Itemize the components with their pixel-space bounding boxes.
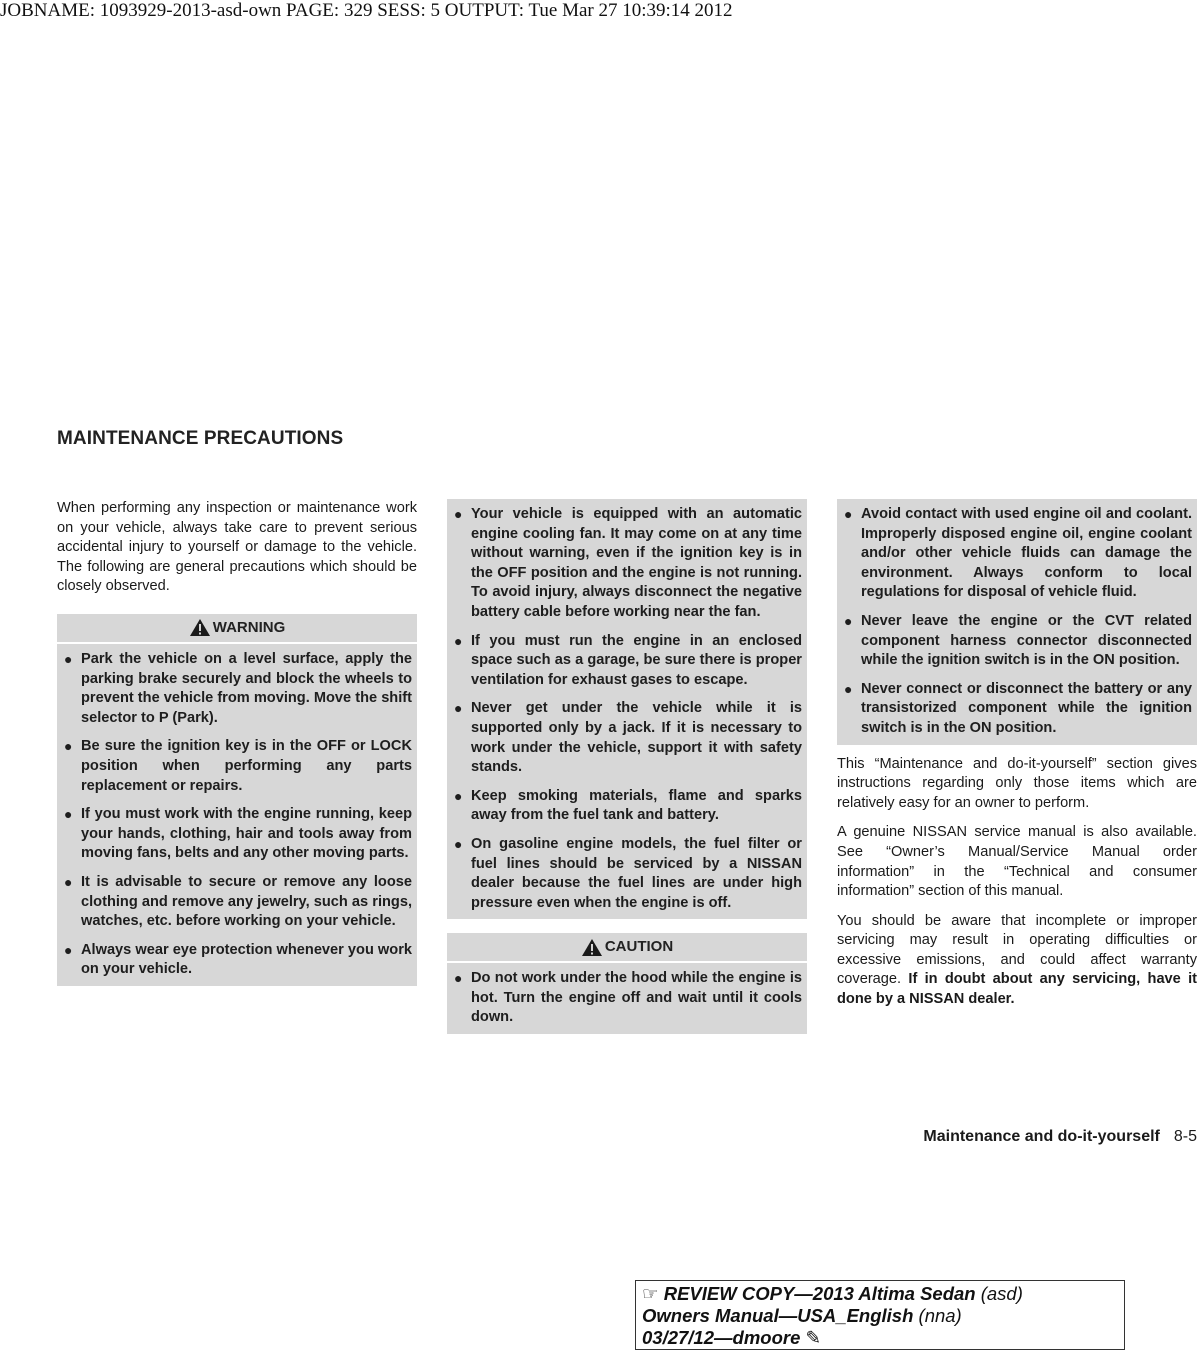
footer-section: Maintenance and do-it-yourself (923, 1128, 1160, 1145)
warning-box-continued (837, 499, 1197, 745)
bullet-icon: ● (454, 787, 463, 804)
caution-label: CAUTION (604, 938, 674, 956)
list-item: ● Never leave the engine or the CVT related component harness connector disconnected while the ignition switch is in the ON position. (844, 612, 1192, 669)
warning-triangle-icon (581, 938, 603, 957)
list-item: ● Never get under the vehicle while it is supported only by a jack. If it is necessary to work under the vehicle, support it with safety stands. (454, 700, 802, 776)
warning-header (57, 614, 417, 642)
list-item: ● Avoid contact with used engine oil and coolant. Improperly disposed engine oil, engine coolant and/or other vehicle fluids can damage the environment. Always conform to local regulations for disposal of vehicle fluid. (844, 506, 1192, 601)
review-line-2: Owners Manual—USA_English (nna) (642, 1305, 962, 1326)
page-footer (923, 1128, 1197, 1146)
warning-box (57, 644, 417, 986)
list-item: ● Always wear eye protection whenever you work on your vehicle. (64, 941, 412, 978)
bullet-icon: ● (844, 612, 853, 629)
dealer-advice: If in doubt about any servicing, have it done by a NISSAN dealer. (837, 971, 1197, 1008)
bullet-icon: ● (64, 806, 73, 823)
list-item: ● On gasoline engine models, the fuel filter or fuel lines should be serviced by a NISSAN dealer because the fuel lines are under high pressure even when the engine is off. (454, 835, 802, 911)
intro-paragraph: When performing any inspection or maintenance work on your vehicle, always take care to prevent serious accidental injury to yourself or damage to the vehicle. The following are general precautions which should be closely observed. (57, 500, 417, 595)
pen-icon: ✎ (805, 1327, 822, 1348)
list-item: ● Your vehicle is equipped with an automatic engine cooling fan. It may come on at any time without warning, even if the ignition key is in the OFF position and the engine is not running. To avoid injury, always disconnect the negative battery cable before working near the fan. (454, 506, 802, 620)
bullet-icon: ● (844, 680, 853, 697)
review-line-3: 03/27/12—dmoore ✎ (642, 1327, 822, 1348)
bullet-icon: ● (454, 700, 463, 717)
bullet-icon: ● (454, 632, 463, 649)
list-item: ● Never connect or disconnect the battery or any transistorized component while the ignition switch is in the ON position. (844, 680, 1192, 736)
warning-label: WARNING (212, 619, 286, 637)
body-paragraph: A genuine NISSAN service manual is also available. See “Owner’s Manual/Service Manual order information” in the “Technical and consumer information” section of this manual. (837, 824, 1197, 900)
column-2 (447, 499, 807, 1034)
list-item: ● It is advisable to secure or remove any loose clothing and remove any jewelry, such as rings, watches, etc. before working on your vehicle. (64, 873, 412, 930)
bullet-icon: ● (844, 506, 853, 522)
list-item: ● Be sure the ignition key is in the OFF or LOCK position when performing any parts replacement or repairs. (64, 738, 412, 794)
list-item: ● If you must run the engine in an enclosed space such as a garage, be sure there is proper ventilation for exhaust gases to escape. (454, 632, 802, 688)
warning-box-continued (447, 499, 807, 919)
bullet-icon: ● (64, 650, 73, 667)
list-item: ● Keep smoking materials, flame and sparks away from the fuel tank and battery. (454, 787, 802, 824)
body-paragraph: You should be aware that incomplete or improper servicing may result in operating difficulties or excessive emissions, and could affect warranty coverage. If in doubt about any servicing, have it done by a NISSAN dealer. (837, 912, 1197, 1008)
bullet-icon: ● (454, 835, 463, 852)
list-item: ● Park the vehicle on a level surface, apply the parking brake securely and block the wheels to prevent the vehicle from moving. Move the shift selector to P (Park). (64, 650, 412, 726)
bullet-icon: ● (64, 941, 73, 958)
review-stamp (635, 1280, 1125, 1350)
section-title: MAINTENANCE PRECAUTIONS (57, 428, 344, 449)
review-line-1: ☞ REVIEW COPY—2013 Altima Sedan (asd) (642, 1283, 1023, 1304)
page-number: 8-5 (1173, 1128, 1197, 1145)
warning-triangle-icon (189, 618, 211, 637)
list-item: ● Do not work under the hood while the engine is hot. Turn the engine off and wait until it cools down. (454, 970, 802, 1026)
body-paragraph: This “Maintenance and do-it-yourself” section gives instructions regarding only those items which are relatively easy for an owner to perform. (837, 755, 1197, 811)
caution-header (447, 933, 807, 961)
job-header: JOBNAME: 1093929-2013-asd-own PAGE: 329 SESS: 5 OUTPUT: Tue Mar 27 10:39:14 2012 (0, 0, 733, 21)
bullet-icon: ● (454, 506, 463, 522)
pointing-hand-icon: ☞ (642, 1283, 659, 1304)
list-item: ● If you must work with the engine running, keep your hands, clothing, hair and tools away from moving fans, belts and any other moving parts. (64, 806, 412, 862)
bullet-icon: ● (64, 738, 73, 755)
column-1 (57, 499, 417, 986)
column-3 (837, 499, 1197, 1020)
caution-box (447, 963, 807, 1034)
bullet-icon: ● (64, 873, 73, 890)
bullet-icon: ● (454, 970, 463, 987)
